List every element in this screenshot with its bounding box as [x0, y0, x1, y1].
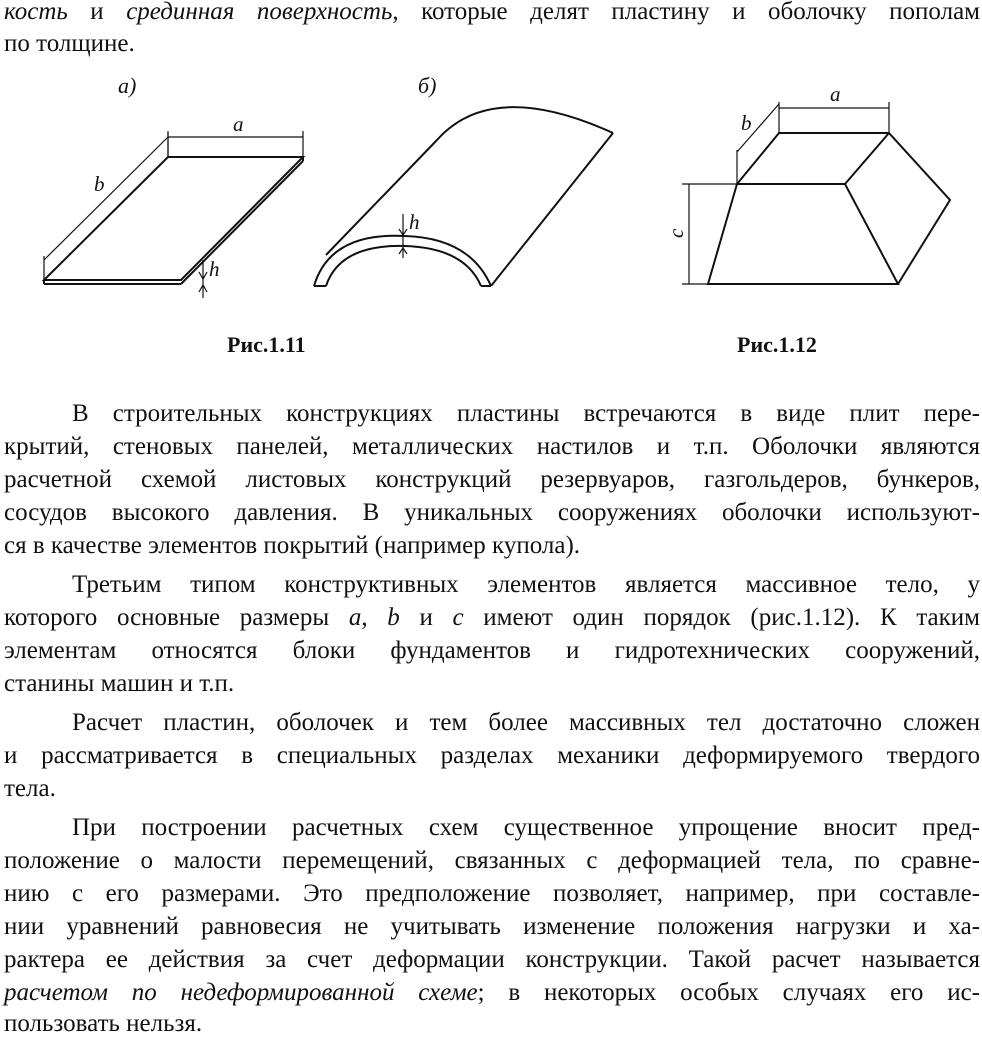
text-line: нию с его размерами. Это предположение позволяет, например, при составле- [4, 880, 980, 907]
dim-label-c: c [664, 228, 688, 238]
text-line: нии уравнений равновесия не учитывать изменение положения нагрузки и ха- [4, 913, 980, 940]
text-line: При построении расчетных схем существенное упрощение вносит пред- [72, 814, 980, 841]
text-line: В строительных конструкциях пластины встречаются в виде плит пере- [72, 400, 980, 427]
dim-label-a: a [830, 82, 841, 106]
text-line: сосудов высокого давления. В уникальных сооружениях оболочки используют- [4, 499, 980, 526]
text-line: которого основные размеры a, b и c имеют один порядок (рис.1.12). К таким [4, 604, 981, 631]
text-line: ся в качестве элементов покрытий (например купола). [4, 532, 581, 559]
dim-label-b: b [94, 172, 105, 196]
plate-drawing [44, 131, 303, 298]
dim-label-b: b [741, 111, 752, 135]
massive-body-drawing [682, 102, 950, 284]
figure-caption: Рис.1.11 [227, 332, 306, 357]
shell-drawing [314, 107, 613, 286]
text-line: рактера ее действия за счет деформации конструкции. Такой расчет называется [4, 946, 980, 973]
figure-caption: Рис.1.12 [737, 332, 817, 357]
text-line: пользовать нельзя. [4, 1010, 203, 1037]
text-line: Третьим типом конструктивных элементов является массивное тело, у [72, 571, 980, 598]
figures-svg [0, 66, 982, 326]
text-line: Расчет пластин, оболочек и тем более массивных тел достаточно сложен [72, 709, 980, 736]
text-line: станины машин и т.п. [4, 670, 235, 697]
text-line: расчетом по недеформированной схеме; в некоторых особых случаях его ис- [4, 979, 980, 1006]
subfigure-label-b: б) [418, 73, 437, 98]
subfigure-label-a: а) [118, 73, 137, 98]
text-line: положение о малости перемещений, связанных с деформацией тела, по сравне- [4, 847, 980, 874]
text-line: и рассматривается в специальных разделах механики деформируемого твердого [4, 742, 980, 769]
text-line: элементам относятся блоки фундаментов и гидротехнических сооружений, [4, 637, 980, 664]
text-line: тела. [4, 775, 56, 802]
dim-label-h: h [409, 210, 420, 234]
text-line: кость и срединная поверхность, которые делят пластину и оболочку пополам [4, 0, 980, 25]
text-line: по толщине. [4, 30, 135, 57]
text-line: крытий, стеновых панелей, металлических настилов и т.п. Оболочки являются [4, 433, 980, 460]
dim-label-a: a [233, 112, 244, 136]
dim-label-h: h [209, 257, 220, 281]
text-line: расчетной схемой листовых конструкций резервуаров, газгольдеров, бункеров, [4, 466, 980, 493]
